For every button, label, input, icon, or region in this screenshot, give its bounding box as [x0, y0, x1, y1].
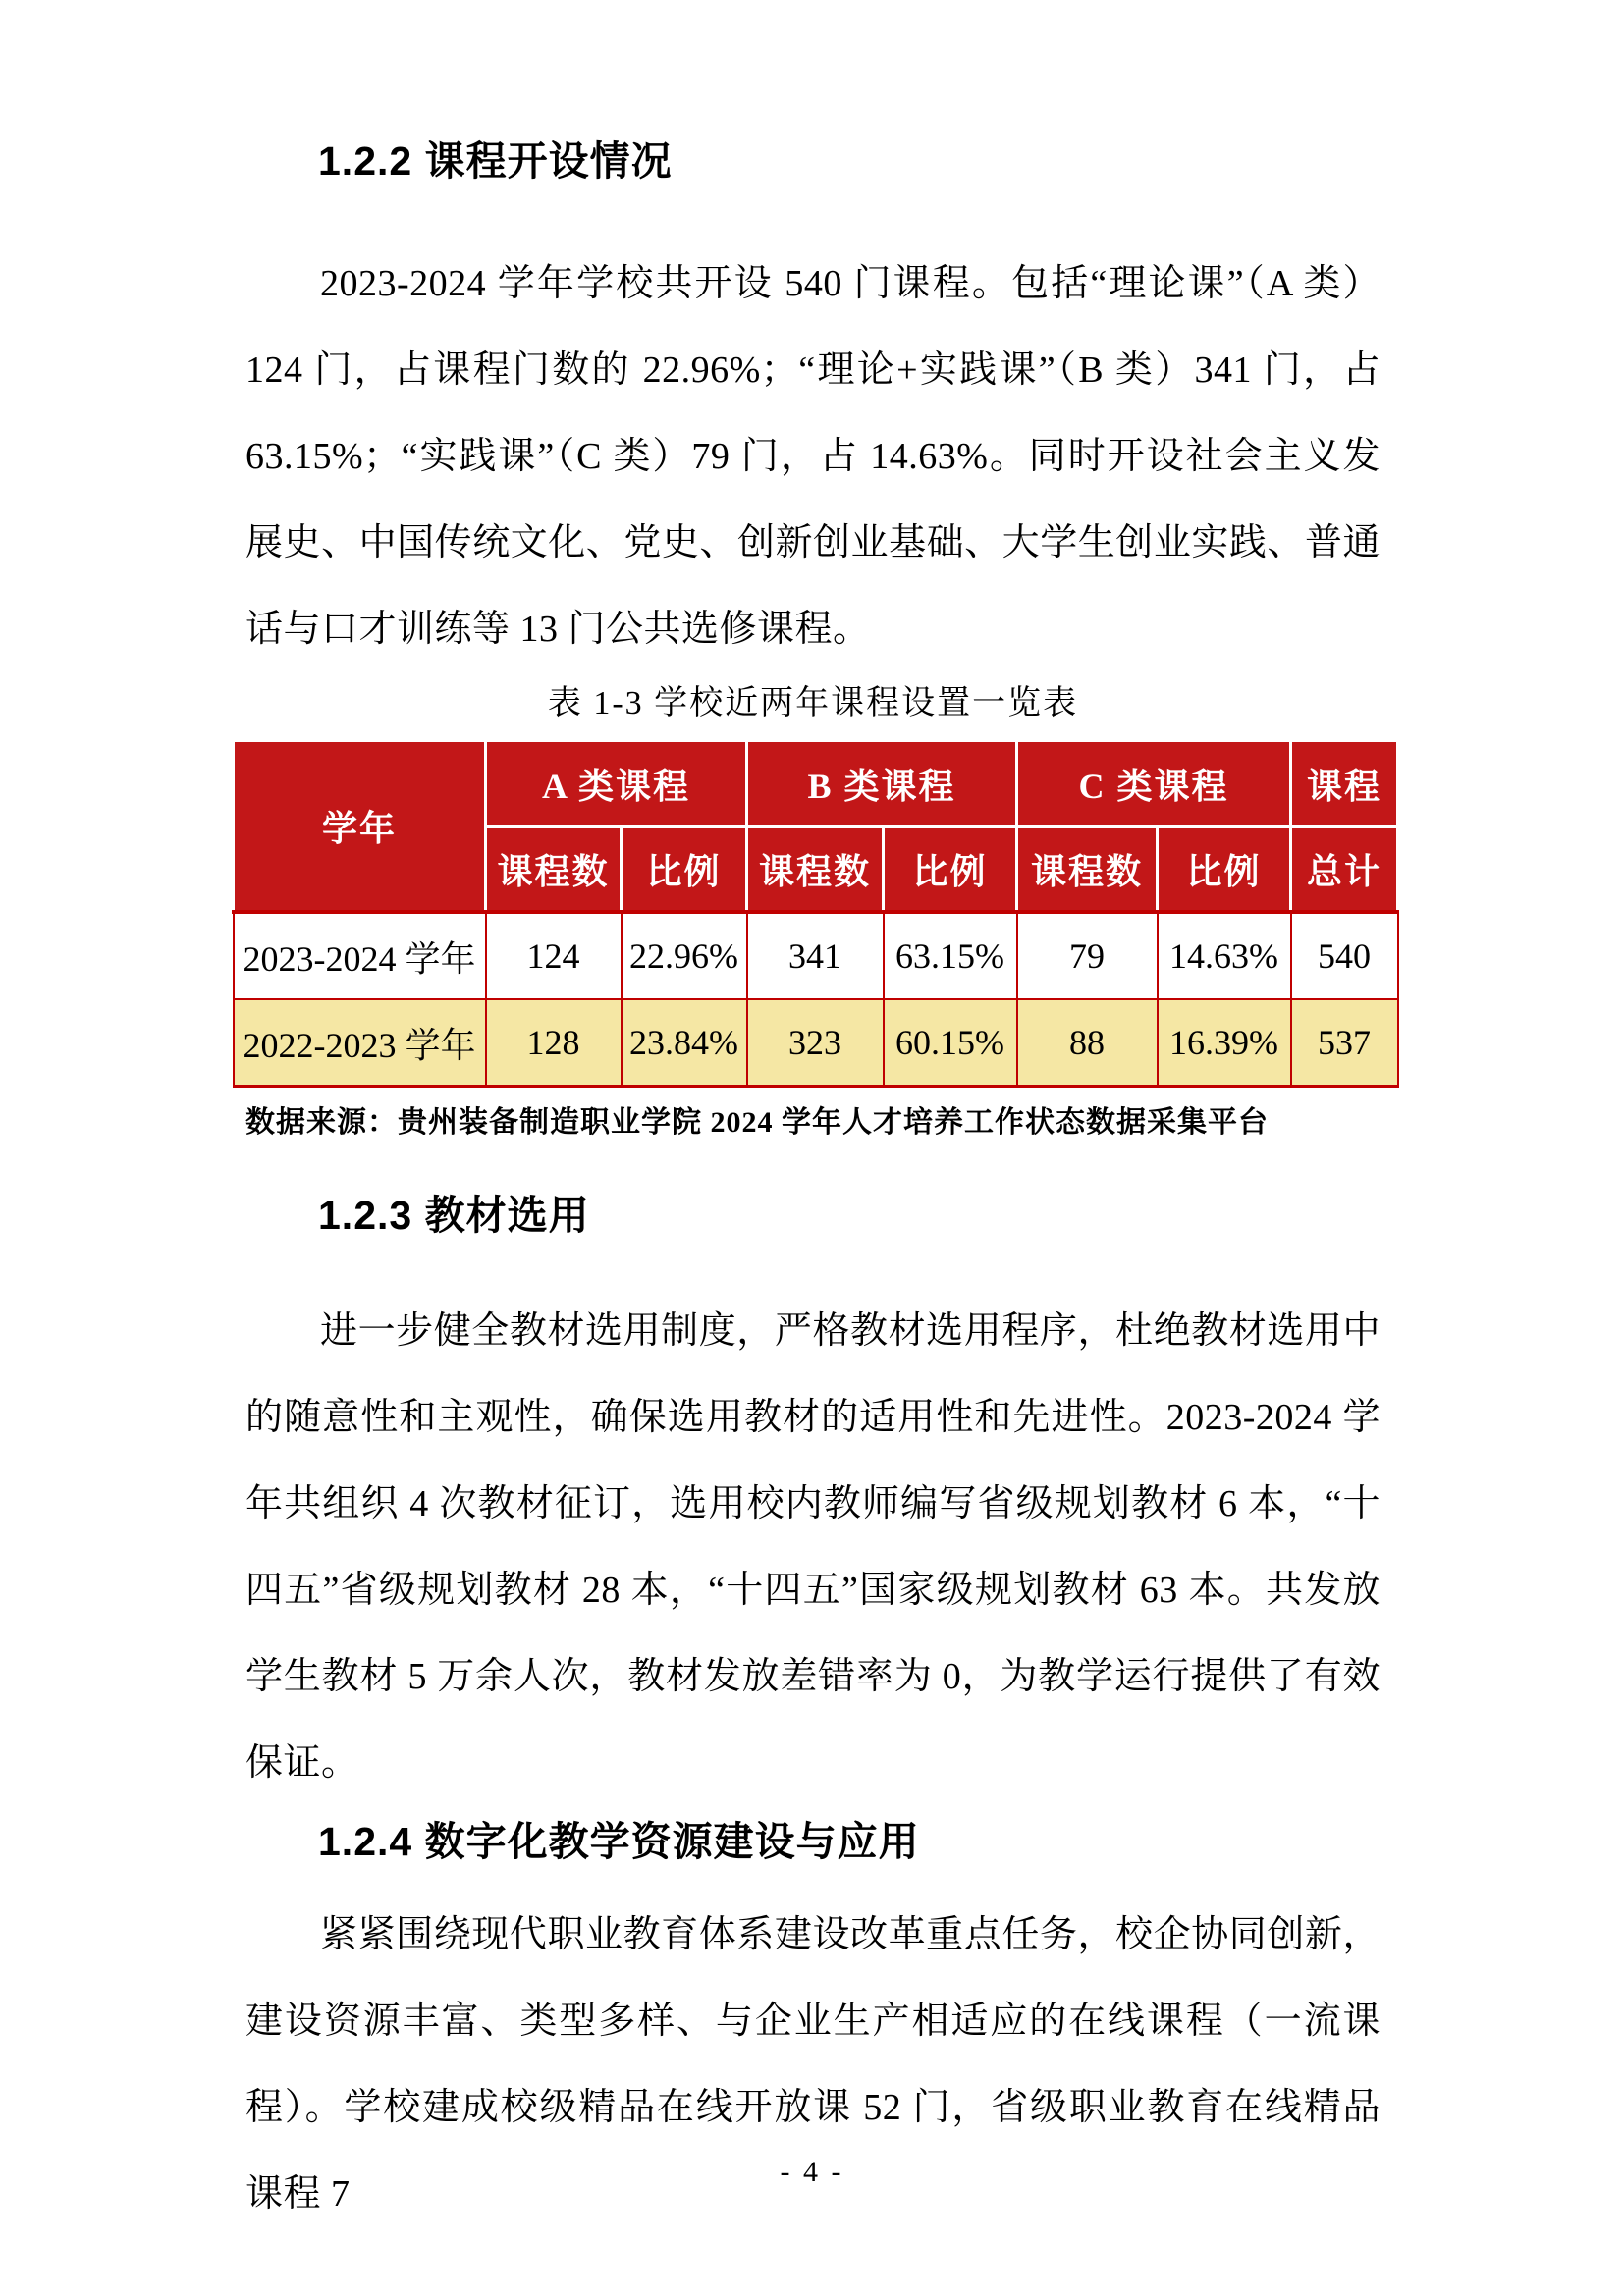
- header-cell-b-count: 课程数: [747, 827, 884, 913]
- cell-year: 2023-2024 学年: [234, 912, 486, 999]
- header-cell-b-ratio: 比例: [884, 827, 1017, 913]
- paragraph-digital-resources: 紧紧围绕现代职业教育体系建设改革重点任务，校企协同创新，建设资源丰富、类型多样、与企业生产相适应的在线课程（一流课程）。学校建成校级精品在线开放课 52 门，省级职业教育在线精品课程 7: [245, 1914, 1380, 2215]
- table-header-group-row: [234, 741, 1398, 827]
- header-cell-group-c: C 类课程: [1017, 741, 1291, 827]
- heading-1-2-2: 1.2.2 课程开设情况: [318, 138, 673, 184]
- header-cell-total-top: 课程: [1291, 741, 1398, 827]
- header-cell-a-ratio: 比例: [622, 827, 747, 913]
- data-source-note: 数据来源：贵州装备制造职业学院 2024 学年人才培养工作状态数据采集平台: [245, 1106, 1269, 1139]
- header-cell-total-bottom: 总计: [1291, 827, 1398, 913]
- header-cell-year: 学年: [234, 741, 486, 913]
- cell-c-count: 88: [1017, 999, 1158, 1087]
- table-row-2023-2024: [234, 912, 1398, 999]
- cell-a-ratio: 22.96%: [622, 912, 747, 999]
- cell-year: 2022-2023 学年: [234, 999, 486, 1087]
- cell-c-ratio: 16.39%: [1158, 999, 1291, 1087]
- header-cell-a-count: 课程数: [486, 827, 622, 913]
- cell-a-ratio: 23.84%: [622, 999, 747, 1087]
- table-caption: 表 1-3 学校近两年课程设置一览表: [547, 685, 1079, 721]
- cell-c-count: 79: [1017, 912, 1158, 999]
- course-setup-table: [232, 739, 1399, 1088]
- paragraph-textbook-selection: 进一步健全教材选用制度，严格教材选用程序，杜绝教材选用中的随意性和主观性，确保选用教材的适用性和先进性。2023-2024 学年共组织 4 次教材征订，选用校内教师编写省级规划教材 6 本，“十四五”省级规划教材 28 本，“十四五”国家级规划教材 63 本。共发放学生教材 5 万余人次，教材发放差错率为 0，为教学运行提供了有效保证。: [245, 1310, 1380, 1784]
- cell-b-ratio: 60.15%: [884, 999, 1017, 1087]
- paragraph-course-offering: 2023-2024 学年学校共开设 540 门课程。包括“理论课”（A 类）124 门，占课程门数的 22.96%；“理论+实践课”（B 类）341 门，占 63.15%；“实践课”（C 类）79 门，占 14.63%。同时开设社会主义发展史、中国传统文化、党史、创新创业基础、大学生创业实践、普通话与口才训练等 13 门公共选修课程。: [245, 263, 1380, 650]
- header-cell-c-ratio: 比例: [1158, 827, 1291, 913]
- heading-1-2-3: 1.2.3 教材选用: [318, 1193, 590, 1238]
- cell-total: 537: [1291, 999, 1398, 1087]
- header-cell-group-a: A 类课程: [486, 741, 747, 827]
- page-number: - 4 -: [780, 2156, 844, 2188]
- heading-1-2-4: 1.2.4 数字化教学资源建设与应用: [318, 1819, 920, 1864]
- header-cell-c-count: 课程数: [1017, 827, 1158, 913]
- header-cell-group-b: B 类课程: [747, 741, 1017, 827]
- cell-b-count: 341: [747, 912, 884, 999]
- cell-b-count: 323: [747, 999, 884, 1087]
- cell-b-ratio: 63.15%: [884, 912, 1017, 999]
- cell-a-count: 128: [486, 999, 622, 1087]
- cell-a-count: 124: [486, 912, 622, 999]
- cell-total: 540: [1291, 912, 1398, 999]
- cell-c-ratio: 14.63%: [1158, 912, 1291, 999]
- table-row-2022-2023: [234, 999, 1398, 1087]
